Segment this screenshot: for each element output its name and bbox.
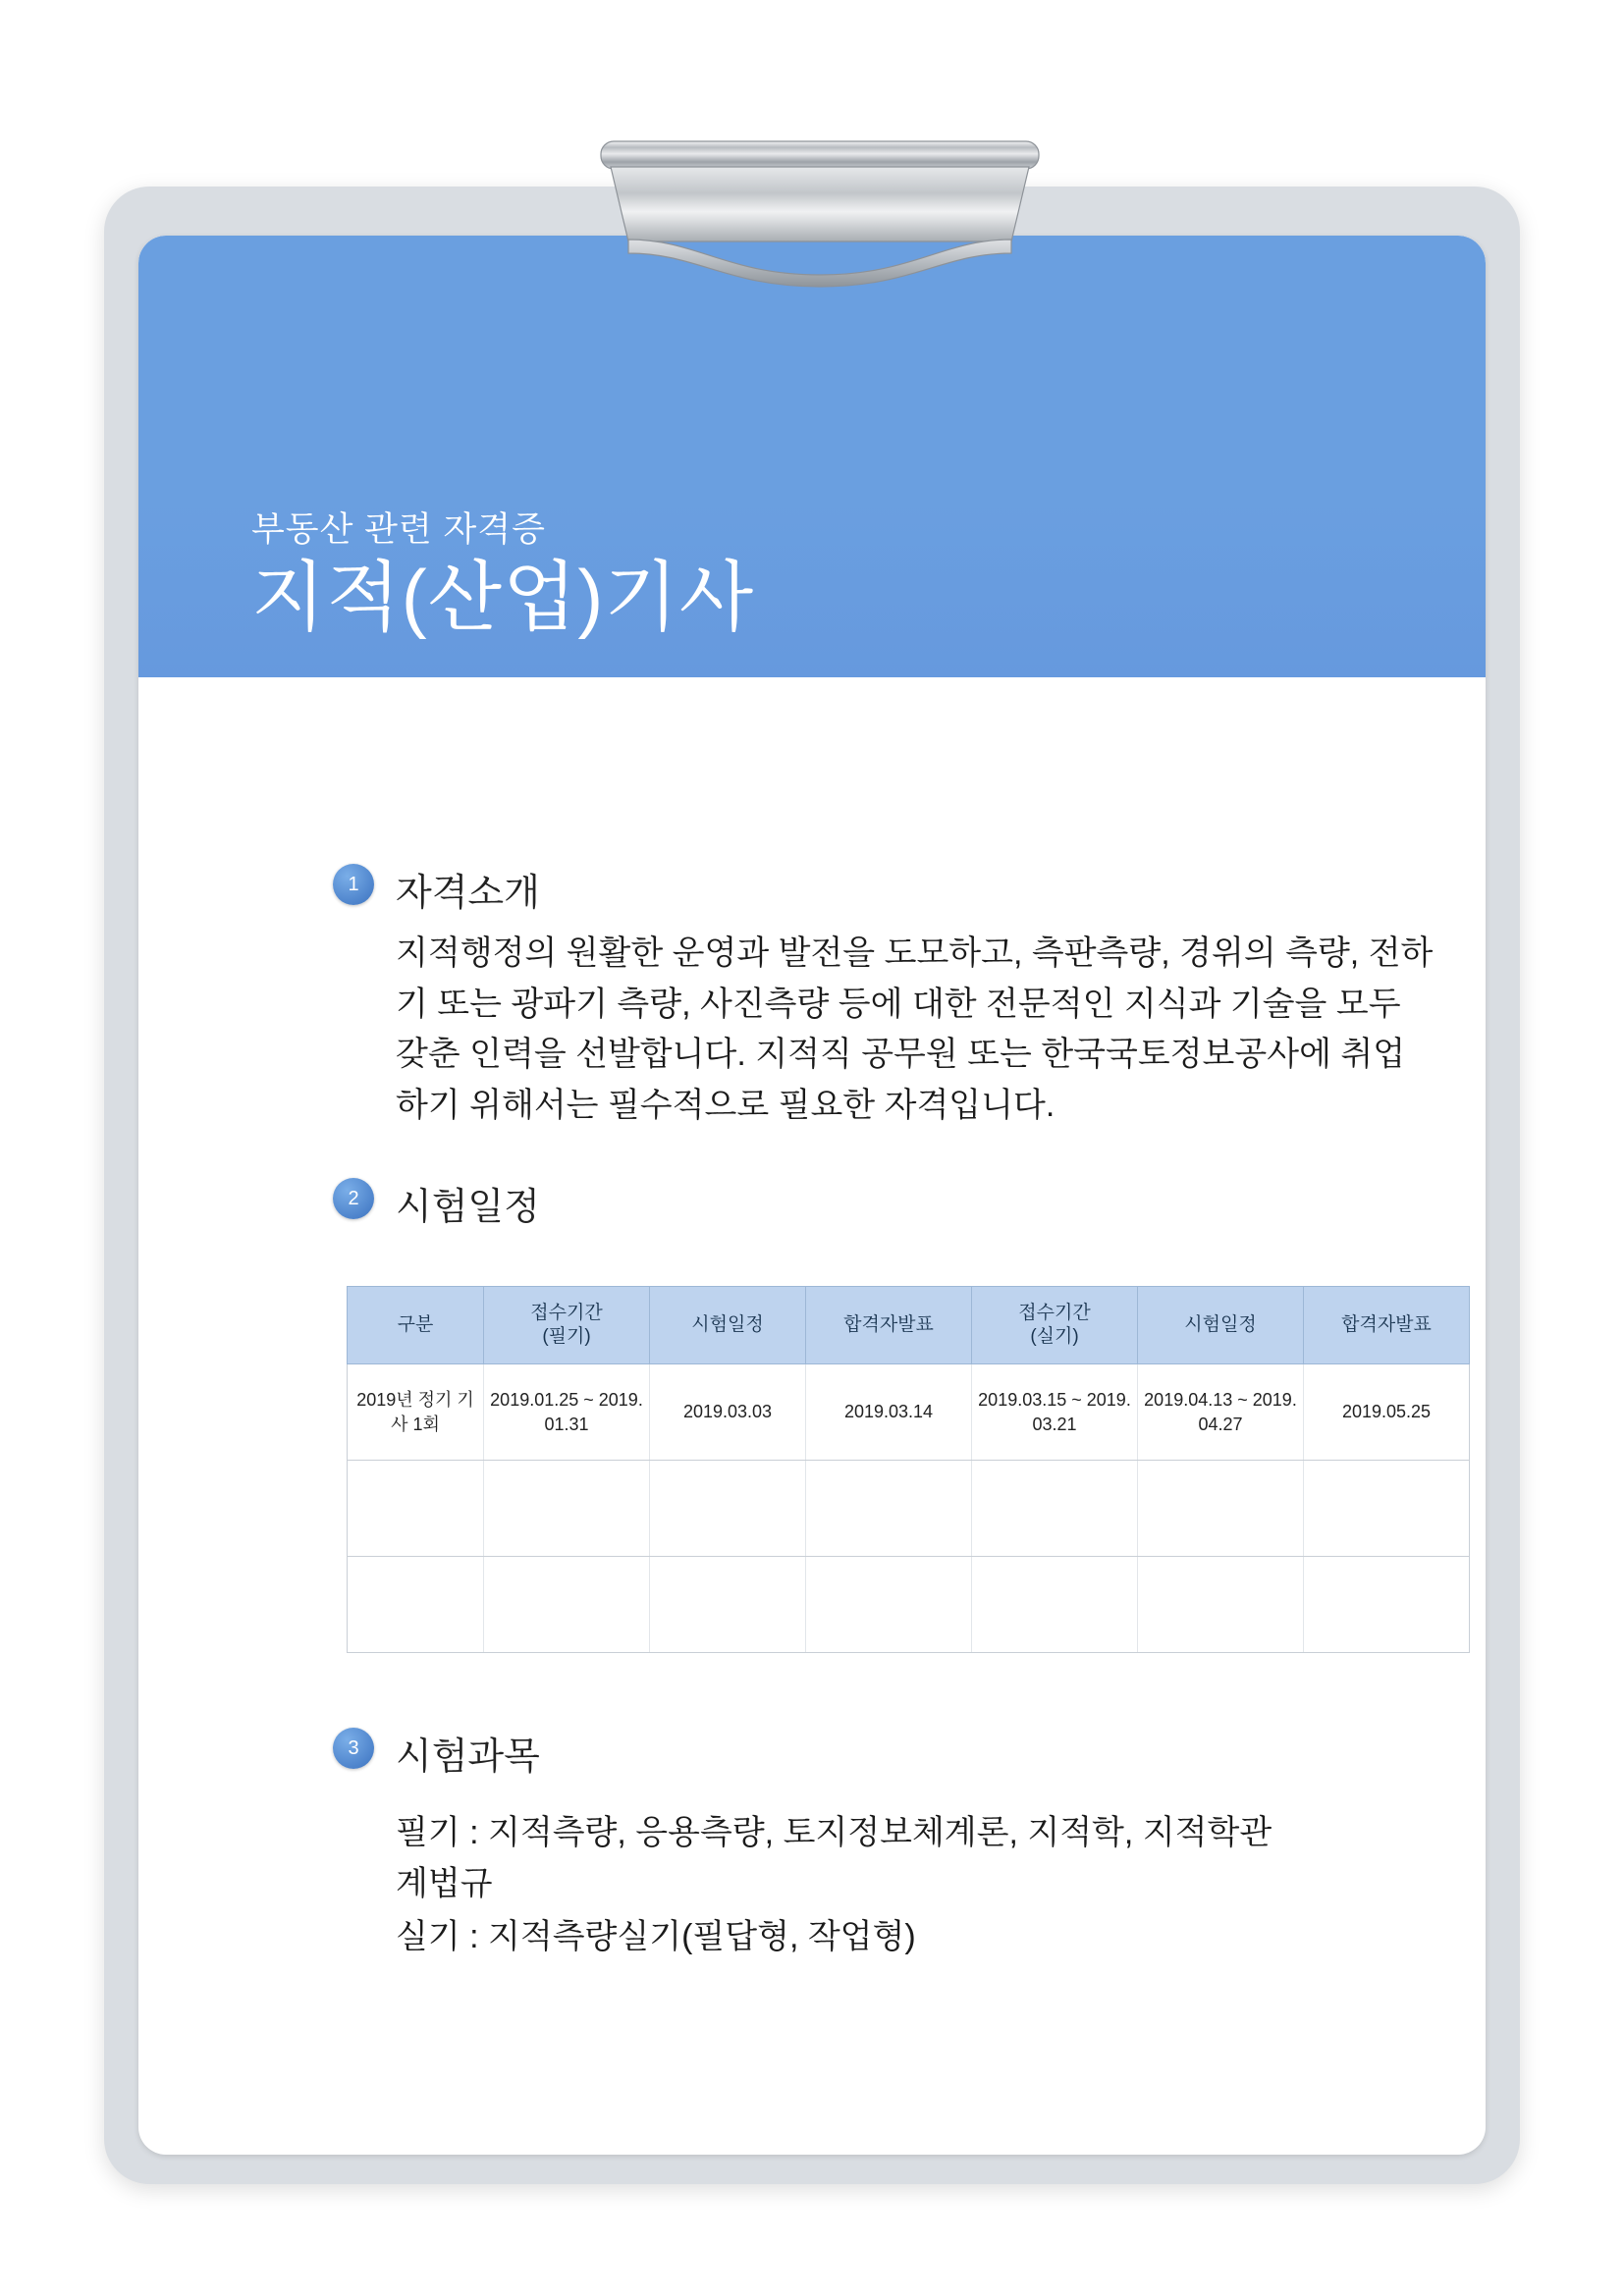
section-title-subjects: 시험과목 [396,1736,540,1778]
table-cell [650,1461,806,1557]
table-cell [1304,1461,1470,1557]
table-cell [1138,1461,1304,1557]
table-cell [972,1461,1138,1557]
table-cell [484,1461,650,1557]
header-banner [138,236,1486,677]
table-row [348,1557,1470,1653]
table-cell [1138,1557,1304,1653]
table-header-cell: 합격자발표 [1304,1287,1470,1364]
schedule-table-wrapper [347,1286,1432,1653]
table-cell: 2019.03.15 ~ 2019.03.21 [972,1364,1138,1461]
section-body-intro: 지적행정의 원활한 운영과 발전을 도모하고, 측판측량, 경위의 측량, 전하기 또는 광파기 측량, 사진측량 등에 대한 전문적인 지식과 기술을 모두 갖춘 인력을 선발합니다. 지적직 공무원 또는 한국국토정보공사에 취업하기 위해서는 필수적으로 필요한 자격입니다. [396,934,1434,1125]
section-number-2: 2 [333,1178,374,1219]
table-header-row [348,1287,1470,1364]
table-header-cell: 합격자발표 [806,1287,972,1364]
table-cell: 2019.01.25 ~ 2019.01.31 [484,1364,650,1461]
table-cell: 2019.03.14 [806,1364,972,1461]
table-cell [806,1461,972,1557]
table-cell: 2019년 정기 기사 1회 [348,1364,484,1461]
table-header-cell: 접수기간 (필기) [484,1287,650,1364]
header-kicker: 부동산 관련 자격증 [251,510,546,550]
section-title-intro: 자격소개 [396,873,540,914]
clipboard-clip [589,137,1051,294]
schedule-table [347,1286,1470,1653]
table-row [348,1364,1470,1461]
table-cell: 2019.05.25 [1304,1364,1470,1461]
table-header-cell: 접수기간 (실기) [972,1287,1138,1364]
section-number-3: 3 [333,1728,374,1769]
table-cell [484,1557,650,1653]
clipboard-board [104,187,1520,2184]
table-header-cell: 시험일정 [1138,1287,1304,1364]
table-row [348,1461,1470,1557]
table-cell: 2019.03.03 [650,1364,806,1461]
section-title-schedule: 시험일정 [396,1187,540,1228]
table-header-cell: 시험일정 [650,1287,806,1364]
table-cell [806,1557,972,1653]
header-text-group [251,503,755,641]
table-cell [1304,1557,1470,1653]
table-cell: 2019.04.13 ~ 2019.04.27 [1138,1364,1304,1461]
section-body-subjects-written: 필기 : 지적측량, 응용측량, 토지정보체계론, 지적학, 지적학관계법규 [396,1814,1272,1902]
table-header-cell: 구분 [348,1287,484,1364]
table-cell [972,1557,1138,1653]
table-cell [650,1557,806,1653]
section-number-1: 1 [333,864,374,905]
table-cell [348,1557,484,1653]
table-cell [348,1461,484,1557]
section-body-subjects-practical: 실기 : 지적측량실기(필답형, 작업형) [396,1918,916,1955]
document-paper [138,236,1486,2155]
page-title: 지적(산업)기사 [251,554,755,641]
